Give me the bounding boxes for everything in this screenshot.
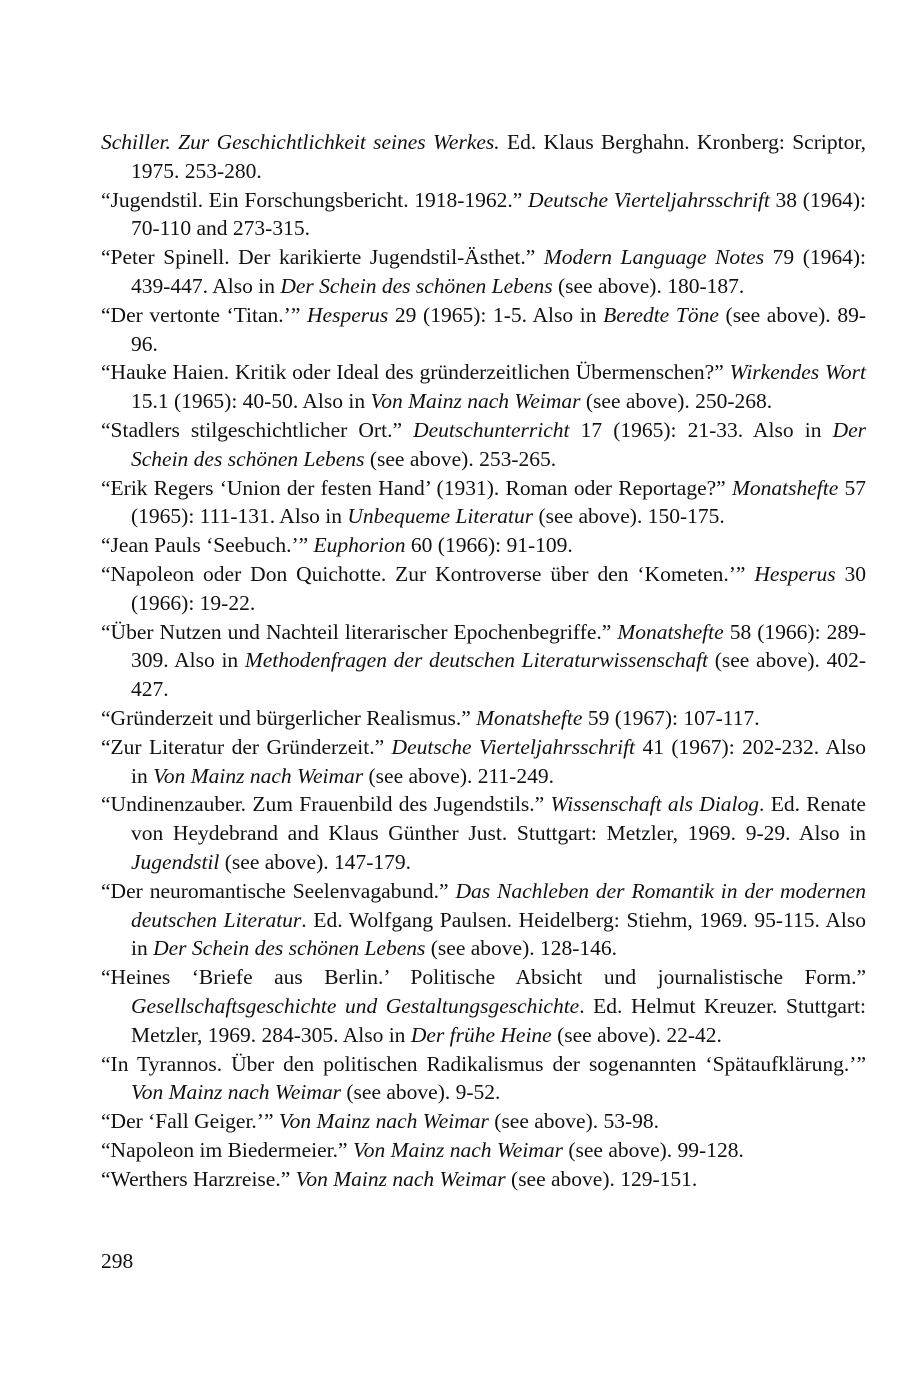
entry-text: “In Tyrannos. Über den politischen Radikalismus der sogenannten ‘Spätaufklärung.’”	[101, 1051, 866, 1076]
bibliography-entry	[101, 733, 866, 791]
bibliography-entry	[101, 618, 866, 704]
entry-text: “Jean Pauls ‘Seebuch.’”	[101, 533, 314, 558]
entry-text: (see above). 147-179.	[219, 849, 412, 874]
entry-text: 79 (1964): 439-447. Also in	[131, 245, 866, 298]
entry-title-italic: Hesperus	[754, 561, 836, 586]
entry-text: “Über Nutzen und Nachteil literarischer Epochenbegriffe.”	[101, 619, 618, 644]
entry-title-italic: Deutsche Vierteljahrsschrift	[391, 734, 636, 759]
entry-text: “Gründerzeit und bürgerlicher Realismus.”	[101, 705, 477, 730]
entry-text: . Ed. Wolfgang Paulsen. Heidelberg: Stiehm, 1969. 95-115. Also in	[131, 907, 867, 961]
bibliography-entry	[101, 1136, 866, 1165]
entry-text: (see above). 99-128.	[562, 1137, 744, 1162]
bibliography-entry	[101, 474, 866, 532]
entry-text: (see above). 211-249.	[363, 763, 554, 788]
entry-text: 17 (1965): 21-33. Also in	[569, 417, 833, 442]
bibliography-entry	[101, 301, 866, 359]
entry-title-italic: Euphorion	[313, 533, 406, 558]
entry-text: “Hauke Haien. Kritik oder Ideal des gründerzeitlichen Übermenschen?”	[101, 360, 730, 385]
entry-text: 41 (1967): 202-232. Also in	[131, 734, 867, 788]
entry-text: 38 (1964): 70-110 and 273-315.	[131, 187, 866, 241]
entry-text: Ed. Klaus Berghahn. Kronberg: Scriptor, 1975. 253-280.	[131, 130, 866, 183]
entry-title-italic: Von Mainz nach Weimar	[131, 1080, 342, 1105]
entry-text: “Der neuromantische Seelenvagabund.”	[101, 878, 456, 903]
entry-title-italic: Der Schein des schönen Lebens	[280, 273, 553, 298]
entry-title-italic: Beredte Töne	[603, 302, 719, 327]
entry-text: 60 (1966): 91-109.	[405, 533, 573, 558]
entry-text: (see above). 53-98.	[488, 1109, 660, 1134]
entry-title-italic: Hesperus	[307, 302, 389, 327]
entry-text: (see above). 253-265.	[364, 446, 557, 471]
bibliography-entry	[101, 128, 866, 186]
bibliography-entry	[101, 877, 866, 963]
entry-title-italic: Methodenfragen der deutschen Literaturwissenschaft	[244, 648, 709, 673]
entry-title-italic: Deutschunterricht	[413, 417, 570, 442]
bibliography-entry	[101, 963, 866, 1049]
bibliography-list	[101, 128, 866, 1193]
entry-text: “Erik Regers ‘Union der festen Hand’ (1931). Roman oder Reportage?”	[101, 475, 732, 500]
entry-title-italic: Jugendstil	[131, 849, 220, 874]
entry-text: “Zur Literatur der Gründerzeit.”	[101, 734, 392, 759]
entry-title-italic: Der Schein des schönen Lebens	[153, 936, 426, 961]
bibliography-entry	[101, 358, 866, 416]
entry-text: (see above). 180-187.	[552, 273, 745, 298]
bibliography-entry	[101, 704, 866, 733]
entry-title-italic: Gesellschaftsgeschichte und Gestaltungsgeschichte	[131, 993, 580, 1018]
entry-text: (see above). 250-268.	[580, 389, 773, 414]
bibliography-entry	[101, 186, 866, 244]
entry-text: (see above). 128-146.	[425, 936, 618, 961]
entry-text: 57 (1965): 111-131. Also in	[131, 475, 866, 529]
entry-title-italic: Monatshefte	[731, 475, 839, 500]
entry-title-italic: Von Mainz nach Weimar	[370, 389, 581, 414]
entry-title-italic: Von Mainz nach Weimar	[352, 1137, 563, 1162]
bibliography-entry	[101, 1050, 866, 1108]
entry-title-italic: Schiller. Zur Geschichtlichkeit seines Werkes.	[101, 130, 500, 154]
bibliography-entry	[101, 531, 866, 560]
entry-text: 59 (1967): 107-117.	[582, 705, 760, 730]
entry-text: “Jugendstil. Ein Forschungsbericht. 1918-1962.”	[101, 187, 529, 212]
entry-title-italic: Wirkendes Wort	[729, 360, 867, 385]
entry-text: (see above). 9-52.	[341, 1080, 501, 1105]
entry-text: “Der ‘Fall Geiger.’”	[101, 1109, 279, 1134]
entry-title-italic: Monatshefte	[476, 705, 583, 730]
bibliography-entry	[101, 1165, 866, 1194]
entry-text: “Heines ‘Briefe aus Berlin.’ Politische Absicht und journalistische Form.”	[101, 965, 866, 990]
entry-title-italic: Modern Language Notes	[543, 245, 765, 270]
entry-text: 15.1 (1965): 40-50. Also in	[131, 389, 371, 414]
entry-title-italic: Deutsche Vierteljahrsschrift	[528, 187, 770, 212]
entry-text: . Ed. Helmut Kreuzer. Stuttgart: Metzler, 1969. 284-305. Also in	[131, 993, 867, 1047]
page-number: 298	[101, 1249, 134, 1273]
bibliography-entry	[101, 790, 866, 876]
entry-text: “Stadlers stilgeschichtlicher Ort.”	[101, 417, 414, 442]
entry-text: “Werthers Harzreise.”	[101, 1166, 296, 1191]
entry-title-italic: Wissenschaft als Dialog	[550, 792, 760, 817]
entry-title-italic: Von Mainz nach Weimar	[278, 1109, 489, 1134]
entry-title-italic: Unbequeme Literatur	[347, 504, 534, 529]
entry-text: (see above). 402-427.	[131, 648, 866, 702]
bibliography-entry	[101, 1107, 866, 1136]
entry-title-italic: Von Mainz nach Weimar	[295, 1166, 506, 1191]
entry-text: (see above). 150-175.	[533, 504, 725, 529]
entry-text: 30 (1966): 19-22.	[131, 561, 867, 615]
bibliography-entry	[101, 416, 866, 474]
entry-title-italic: Der Schein des schönen Lebens	[131, 417, 866, 471]
entry-text: “Peter Spinell. Der karikierte Jugendstil-Ästhet.”	[101, 245, 544, 270]
entry-text: (see above). 89-96.	[131, 302, 866, 356]
entry-title-italic: Das Nachleben der Romantik in der modernen deutschen Literatur	[131, 878, 866, 932]
entry-text: “Der vertonte ‘Titan.’”	[101, 302, 308, 327]
entry-text: “Napoleon im Biedermeier.”	[101, 1137, 353, 1162]
entry-title-italic: Monatshefte	[617, 619, 724, 644]
bibliography-entry	[101, 560, 866, 618]
entry-text: (see above). 129-151.	[505, 1166, 698, 1191]
entry-title-italic: Von Mainz nach Weimar	[153, 763, 364, 788]
entry-text: “Napoleon oder Don Quichotte. Zur Kontroverse über den ‘Kometen.’”	[101, 561, 755, 586]
bibliography-entry	[101, 243, 866, 301]
entry-text: 58 (1966): 289-309. Also in	[131, 619, 866, 673]
entry-text: . Ed. Renate von Heydebrand and Klaus Günther Just. Stuttgart: Metzler, 1969. 9-29. Also in	[131, 792, 866, 846]
entry-text: 29 (1965): 1-5. Also in	[388, 302, 604, 327]
entry-text: (see above). 22-42.	[551, 1022, 722, 1047]
entry-title-italic: Der frühe Heine	[410, 1022, 552, 1047]
entry-text: “Undinenzauber. Zum Frauenbild des Jugendstils.”	[101, 792, 551, 817]
